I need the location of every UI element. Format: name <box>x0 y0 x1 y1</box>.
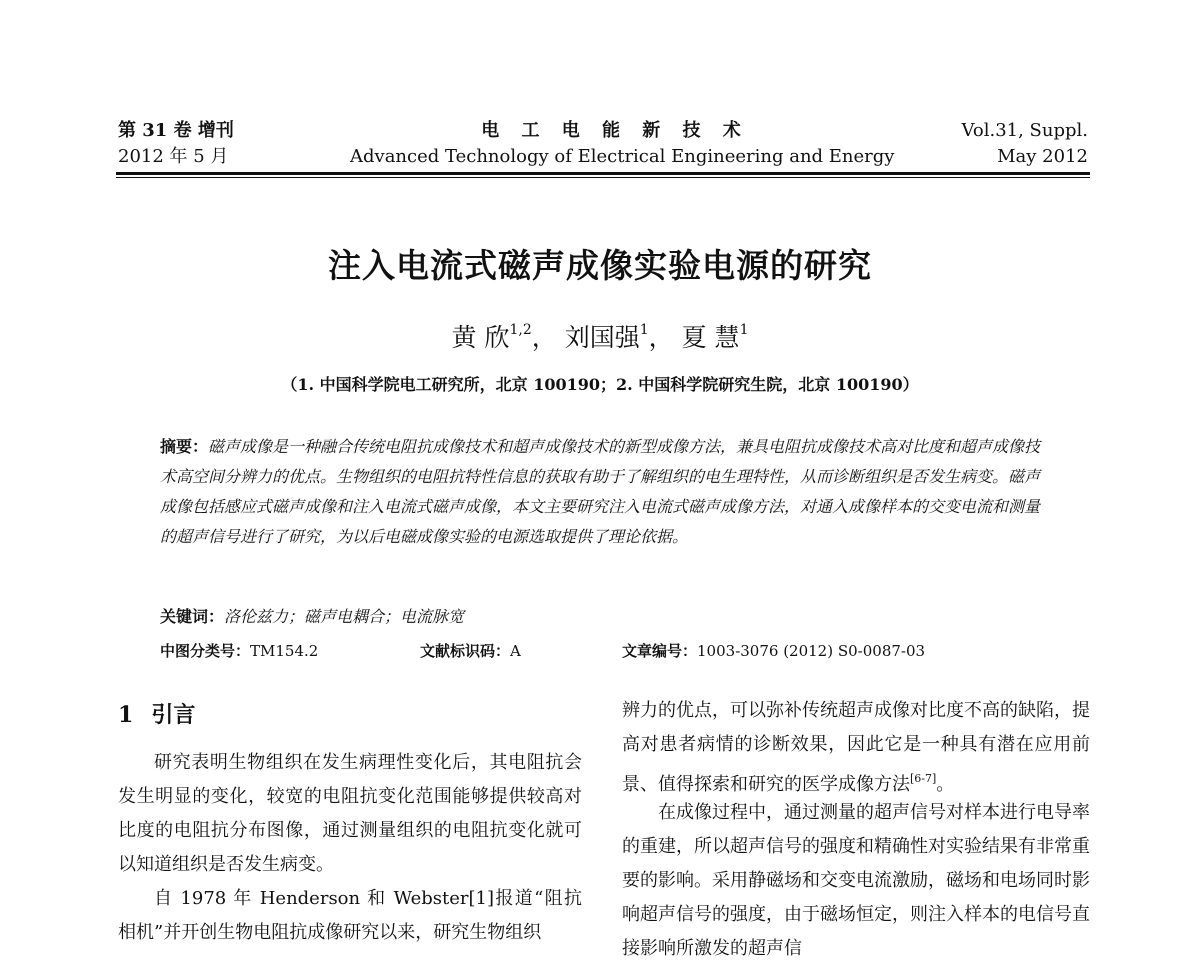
body-text: 。 <box>936 774 955 795</box>
document-code-label: 文献标识码： <box>420 642 511 660</box>
section-heading <box>118 698 195 729</box>
article-number <box>622 640 925 661</box>
volume-issue: 第 31 卷 增刊 <box>118 120 234 141</box>
body-paragraph <box>622 694 1090 802</box>
header-rule-thin <box>116 177 1090 178</box>
author-separator: ， <box>531 323 557 352</box>
publication-date: 2012 年 5 月 <box>118 146 229 167</box>
citation-ref: [6-7] <box>910 772 937 785</box>
journal-name-en: Advanced Technology of Electrical Engineering and Energy <box>350 146 895 167</box>
header-volume-info <box>118 118 234 170</box>
keywords-text: 洛伦兹力；磁声电耦合；电流脉宽 <box>224 607 465 626</box>
article-number-label: 文章编号： <box>622 642 698 660</box>
clc-number <box>160 640 318 661</box>
author-name: 黄 欣 <box>451 323 510 352</box>
paper-title: 注入电流式磁声成像实验电源的研究 <box>328 246 872 285</box>
section-title: 引言 <box>151 703 196 728</box>
author-affiliation-mark: 1 <box>739 322 749 338</box>
author-affiliation-mark: 1,2 <box>509 322 532 338</box>
header-volume-info-en <box>962 118 1088 170</box>
body-paragraph: 自 1978 年 Henderson 和 Webster[1]报道“阻抗相机”并开创生物电阻抗成像研究以来，研究生物组织 <box>118 888 582 943</box>
author-list <box>0 318 1200 354</box>
clc-label: 中图分类号： <box>160 642 251 660</box>
journal-name-cn: 电 工 电 能 新 技 术 <box>481 120 749 141</box>
author-affiliation-mark: 1 <box>639 322 649 338</box>
document-code-value: A <box>510 642 521 660</box>
abstract-label: 摘要： <box>160 437 209 456</box>
author-name: 夏 慧 <box>681 323 740 352</box>
clc-value: TM154.2 <box>250 642 319 660</box>
publication-date-en: May 2012 <box>997 146 1088 167</box>
abstract <box>160 432 1050 552</box>
body-paragraph: 在成像过程中，通过测量的超声信号对样本进行电导率的重建，所以超声信号的强度和精确性对实验结果有非常重要的影响。采用静磁场和交变电流激励，磁场和电场同时影响超声信号的强度，由于磁场恒定，则注入样本的电信号直接影响所激发的超声信 <box>622 802 1090 959</box>
keywords <box>160 604 464 627</box>
header-rule-thick <box>116 172 1090 175</box>
keywords-label: 关键词： <box>160 607 225 626</box>
author-separator: ， <box>648 323 674 352</box>
abstract-text: 磁声成像是一种融合传统电阻抗成像技术和超声成像技术的新型成像方法，兼具电阻抗成像技术高对比度和超声成像技术高空间分辨力的优点。生物组织的电阻抗特性信息的获取有助于了解组织的电生理特性，从而诊断组织是否发生病变。磁声成像包括感应式磁声成像和注入电流式磁声成像，本文主要研究注入电流式磁声成像方法，对通入成像样本的交变电流和测量的超声信号进行了研究，为以后电磁成像实验的电源选取提供了理论依据。 <box>160 437 1041 546</box>
article-number-value: 1003-3076 (2012) S0-0087-03 <box>697 642 926 660</box>
document-code <box>420 640 521 661</box>
section-number: 1 <box>118 702 134 728</box>
author-name: 刘国强 <box>564 323 640 352</box>
affiliations: （1. 中国科学院电工研究所，北京 100190；2. 中国科学院研究生院，北京 100190） <box>281 375 919 394</box>
body-text: 辨力的优点，可以弥补传统超声成像对比度不高的缺陷，提高对患者病情的诊断效果，因此它是一种具有潜在应用前景、值得探索和研究的医学成像方法 <box>622 700 1090 795</box>
journal-name <box>350 118 895 170</box>
body-paragraph: 研究表明生物组织在发生病理性变化后，其电阻抗会发生明显的变化，较宽的电阻抗变化范围能够提供较高对比度的电阻抗分布图像，通过测量组织的电阻抗变化就可以知道组织是否发生病变。 <box>118 752 582 875</box>
volume-issue-en: Vol.31, Suppl. <box>961 120 1088 141</box>
